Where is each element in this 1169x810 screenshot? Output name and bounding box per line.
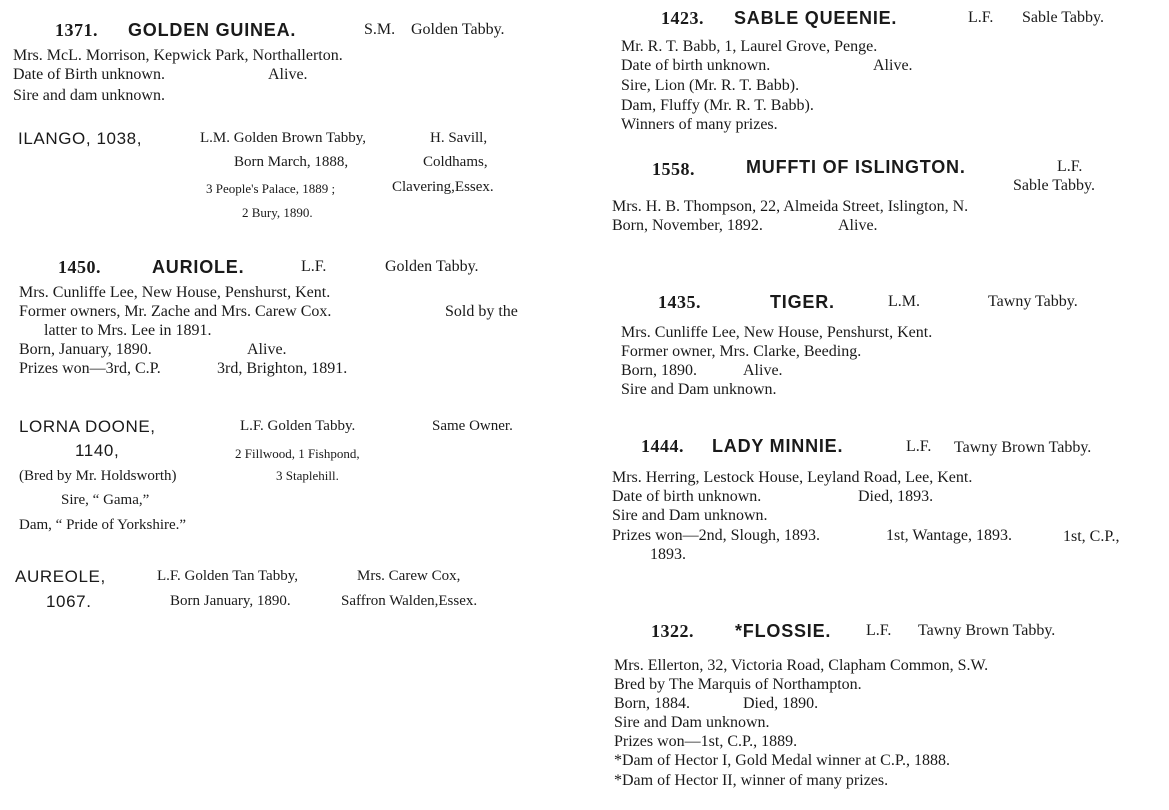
owner-line: Same Owner.	[432, 418, 513, 434]
cat-name: LORNA DOONE,	[19, 417, 156, 436]
parents-line: Sire and Dam unknown.	[614, 714, 770, 731]
status: Alive.	[247, 341, 287, 358]
prizes-line: Prizes won—1st, C.P., 1889.	[614, 733, 798, 750]
parents-line: Sire and Dam unknown.	[612, 507, 768, 524]
prizes-line-2: 3rd, Brighton, 1891.	[217, 360, 348, 377]
bred-by-line: Bred by The Marquis of Northampton.	[614, 676, 862, 693]
sex: L.M.	[888, 293, 920, 310]
cat-name: *FLOSSIE.	[735, 621, 832, 641]
cat-name: LADY MINNIE.	[712, 436, 844, 456]
born-line: Born, 1890.	[621, 362, 697, 379]
born-line: Born, November, 1892.	[612, 217, 763, 234]
prizes-line-2: 1st, Wantage, 1893.	[886, 527, 1012, 544]
variety: Tawny Tabby.	[988, 293, 1078, 310]
former-line: Former owners, Mr. Zache and Mrs. Carew Cox.	[19, 303, 332, 320]
variety: Sable Tabby.	[1013, 177, 1095, 194]
owner-place: Saffron Walden,Essex.	[341, 593, 478, 609]
owner-line: Mr. R. T. Babb, 1, Laurel Grove, Penge.	[621, 38, 878, 55]
prize-line: 3 People's Palace, 1889 ;	[206, 181, 336, 196]
entry-number: 1444.	[641, 436, 684, 456]
cat-name: AUREOLE,	[15, 567, 106, 586]
dam-line: Dam, Fluffy (Mr. R. T. Babb).	[621, 97, 814, 114]
born-line: Born, 1884.	[614, 695, 690, 712]
owner-line: Mrs. McL. Morrison, Kepwick Park, Northallerton.	[13, 47, 343, 64]
cat-name: SABLE QUEENIE.	[734, 8, 898, 28]
status: Alive.	[268, 66, 308, 83]
owner-place: Coldhams,	[423, 154, 488, 170]
status: Alive.	[838, 217, 878, 234]
cat-name: TIGER.	[770, 292, 835, 312]
entry-number: 1423.	[661, 8, 704, 28]
entry-number: 1322.	[651, 621, 694, 641]
variety: Tawny Brown Tabby.	[954, 439, 1092, 456]
owner-line: Mrs. Herring, Lestock House, Leyland Road, Lee, Kent.	[612, 469, 973, 486]
sex: L.F.	[866, 622, 892, 639]
cat-name: AURIOLE.	[152, 257, 245, 277]
birth-line: Date of birth unknown.	[612, 488, 762, 505]
sex: L.F.	[906, 438, 932, 455]
prizes-line-3: 1st, C.P.,	[1063, 528, 1120, 545]
born-line: Born, January, 1890.	[19, 341, 152, 358]
prizes-line: Prizes won—2nd, Slough, 1893.	[612, 527, 820, 544]
description: L.F. Golden Tabby.	[240, 418, 356, 434]
entry-number: 1371.	[55, 20, 98, 40]
status: Died, 1890.	[743, 695, 819, 712]
status: Alive.	[743, 362, 783, 379]
entry-number: 1558.	[652, 159, 695, 179]
variety: Tawny Brown Tabby.	[918, 622, 1056, 639]
born-line: Born January, 1890.	[170, 593, 291, 609]
sex: L.F.	[1057, 158, 1083, 175]
sex: S.M.	[364, 21, 396, 38]
owner-line: Mrs. H. B. Thompson, 22, Almeida Street, Islington, N.	[612, 198, 969, 215]
prizes-line: Winners of many prizes.	[621, 116, 778, 133]
entry-number: 1435.	[658, 292, 701, 312]
status: Alive.	[873, 57, 913, 74]
footnote-line: *Dam of Hector I, Gold Medal winner at C.P., 1888.	[614, 752, 950, 769]
owner-name: H. Savill,	[430, 130, 488, 146]
status: Died, 1893.	[858, 488, 934, 505]
sire-line: Sire, Lion (Mr. R. T. Babb).	[621, 77, 800, 94]
entry-number: 1450.	[58, 257, 101, 277]
prizes-line-4: 1893.	[650, 546, 686, 563]
description: L.F. Golden Tan Tabby,	[157, 568, 298, 584]
owner-line: Mrs. Cunliffe Lee, New House, Penshurst, Kent.	[621, 324, 933, 341]
owner-name: Mrs. Carew Cox,	[357, 568, 461, 584]
prize-line: 2 Bury, 1890.	[242, 205, 313, 220]
cat-name: MUFFTI OF ISLINGTON.	[746, 157, 966, 177]
owner-line: Mrs. Cunliffe Lee, New House, Penshurst, Kent.	[19, 284, 331, 301]
birth-line: Date of birth unknown.	[621, 57, 771, 74]
variety: Golden Tabby.	[385, 258, 479, 275]
sold-line: Sold by the	[445, 303, 518, 320]
former-line: Former owner, Mrs. Clarke, Beeding.	[621, 343, 862, 360]
sex: L.F.	[301, 258, 327, 275]
cat-name: ILANGO, 1038,	[18, 129, 143, 148]
prizes-line: Prizes won—3rd, C.P.	[19, 360, 161, 377]
sex: L.F.	[968, 9, 994, 26]
bred-by-line: (Bred by Mr. Holdsworth)	[19, 468, 177, 484]
variety: Sable Tabby.	[1022, 9, 1104, 26]
prize-line: 3 Staplehill.	[276, 468, 339, 483]
parents-line: Sire and dam unknown.	[13, 87, 165, 104]
sire-line: Sire, “ Gama,”	[61, 492, 150, 508]
owner-line: Mrs. Ellerton, 32, Victoria Road, Clapham Common, S.W.	[614, 657, 989, 674]
description: L.M. Golden Brown Tabby,	[200, 130, 367, 146]
birth-line: Date of Birth unknown.	[13, 66, 165, 83]
former-line-2: latter to Mrs. Lee in 1891.	[44, 322, 212, 339]
owner-place: Clavering,Essex.	[392, 179, 494, 195]
born-line: Born March, 1888,	[234, 154, 349, 170]
prize-line: 2 Fillwood, 1 Fishpond,	[235, 446, 360, 461]
entry-number: 1067.	[46, 592, 92, 611]
dam-line: Dam, “ Pride of Yorkshire.”	[19, 517, 187, 533]
entry-number: 1140,	[75, 441, 120, 460]
footnote-line: *Dam of Hector II, winner of many prizes.	[614, 772, 889, 789]
variety: Golden Tabby.	[411, 21, 505, 38]
parents-line: Sire and Dam unknown.	[621, 381, 777, 398]
cat-name: GOLDEN GUINEA.	[128, 20, 297, 40]
